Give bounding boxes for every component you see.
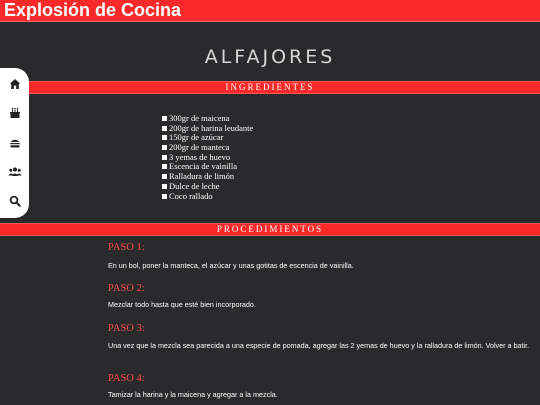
bullet-square-icon bbox=[162, 135, 167, 140]
ingredient-text: 150gr de azúcar bbox=[169, 132, 224, 143]
ingredient-text: Escencia de vainilla bbox=[169, 161, 237, 172]
step-text: Mezclar todo hasta que esté bien incorporado. bbox=[108, 300, 256, 309]
step-text: Tamizar la harina y la maicena y agregar a la mezcla. bbox=[108, 390, 278, 399]
ingredient-text: Ralladura de limón bbox=[169, 171, 235, 182]
cakes-button[interactable] bbox=[0, 102, 29, 124]
bullet-square-icon bbox=[162, 174, 167, 179]
burger-icon bbox=[9, 137, 21, 149]
search-icon bbox=[9, 195, 21, 207]
top-bar bbox=[0, 0, 540, 22]
ingredient-text: Dulce de leche bbox=[169, 180, 220, 191]
bullet-square-icon bbox=[162, 126, 167, 131]
site-title[interactable]: Explosión de Cocina bbox=[4, 0, 182, 20]
ingredient-text: 3 yemas de huevo bbox=[169, 151, 231, 162]
food-button[interactable] bbox=[0, 132, 29, 154]
list-item bbox=[162, 192, 253, 202]
ingredient-text: 300gr de maicena bbox=[169, 113, 230, 123]
procedure-heading: PROCEDIMIENTOS bbox=[0, 223, 540, 236]
bullet-square-icon bbox=[162, 145, 167, 150]
step-label: PASO 4: bbox=[108, 373, 145, 384]
search-button[interactable] bbox=[0, 190, 29, 212]
home-button[interactable] bbox=[0, 73, 29, 95]
ingredient-text: 200gr de manteca bbox=[169, 142, 230, 153]
bullet-square-icon bbox=[162, 155, 167, 160]
step-label: PASO 3: bbox=[108, 323, 145, 334]
side-nav bbox=[0, 68, 29, 218]
ingredients-list bbox=[162, 114, 253, 201]
people-icon bbox=[8, 166, 22, 178]
ingredient-text: 200gr de harina leudante bbox=[169, 122, 254, 133]
ingredient-text: Coco rallado bbox=[169, 190, 213, 201]
step-text: En un bol, poner la manteca, el azúcar y unas gotitas de escencia de vainilla. bbox=[108, 261, 354, 270]
bullet-square-icon bbox=[162, 194, 167, 199]
cake-icon bbox=[9, 107, 21, 119]
recipe-title: ALFAJORES bbox=[204, 46, 336, 68]
community-button[interactable] bbox=[0, 161, 29, 183]
step-label: PASO 2: bbox=[108, 283, 145, 294]
step-text: Una vez que la mezcla sea parecida a una especie de pomada, agregar las 2 yemas de huevo y la ralladura de limón. Volver a batir. bbox=[108, 341, 530, 350]
bullet-square-icon bbox=[162, 116, 167, 121]
bullet-square-icon bbox=[162, 164, 167, 169]
bullet-square-icon bbox=[162, 184, 167, 189]
home-icon bbox=[9, 78, 21, 90]
step-label: PASO 1: bbox=[108, 242, 145, 253]
ingredients-heading: INGREDIENTES bbox=[0, 81, 540, 94]
